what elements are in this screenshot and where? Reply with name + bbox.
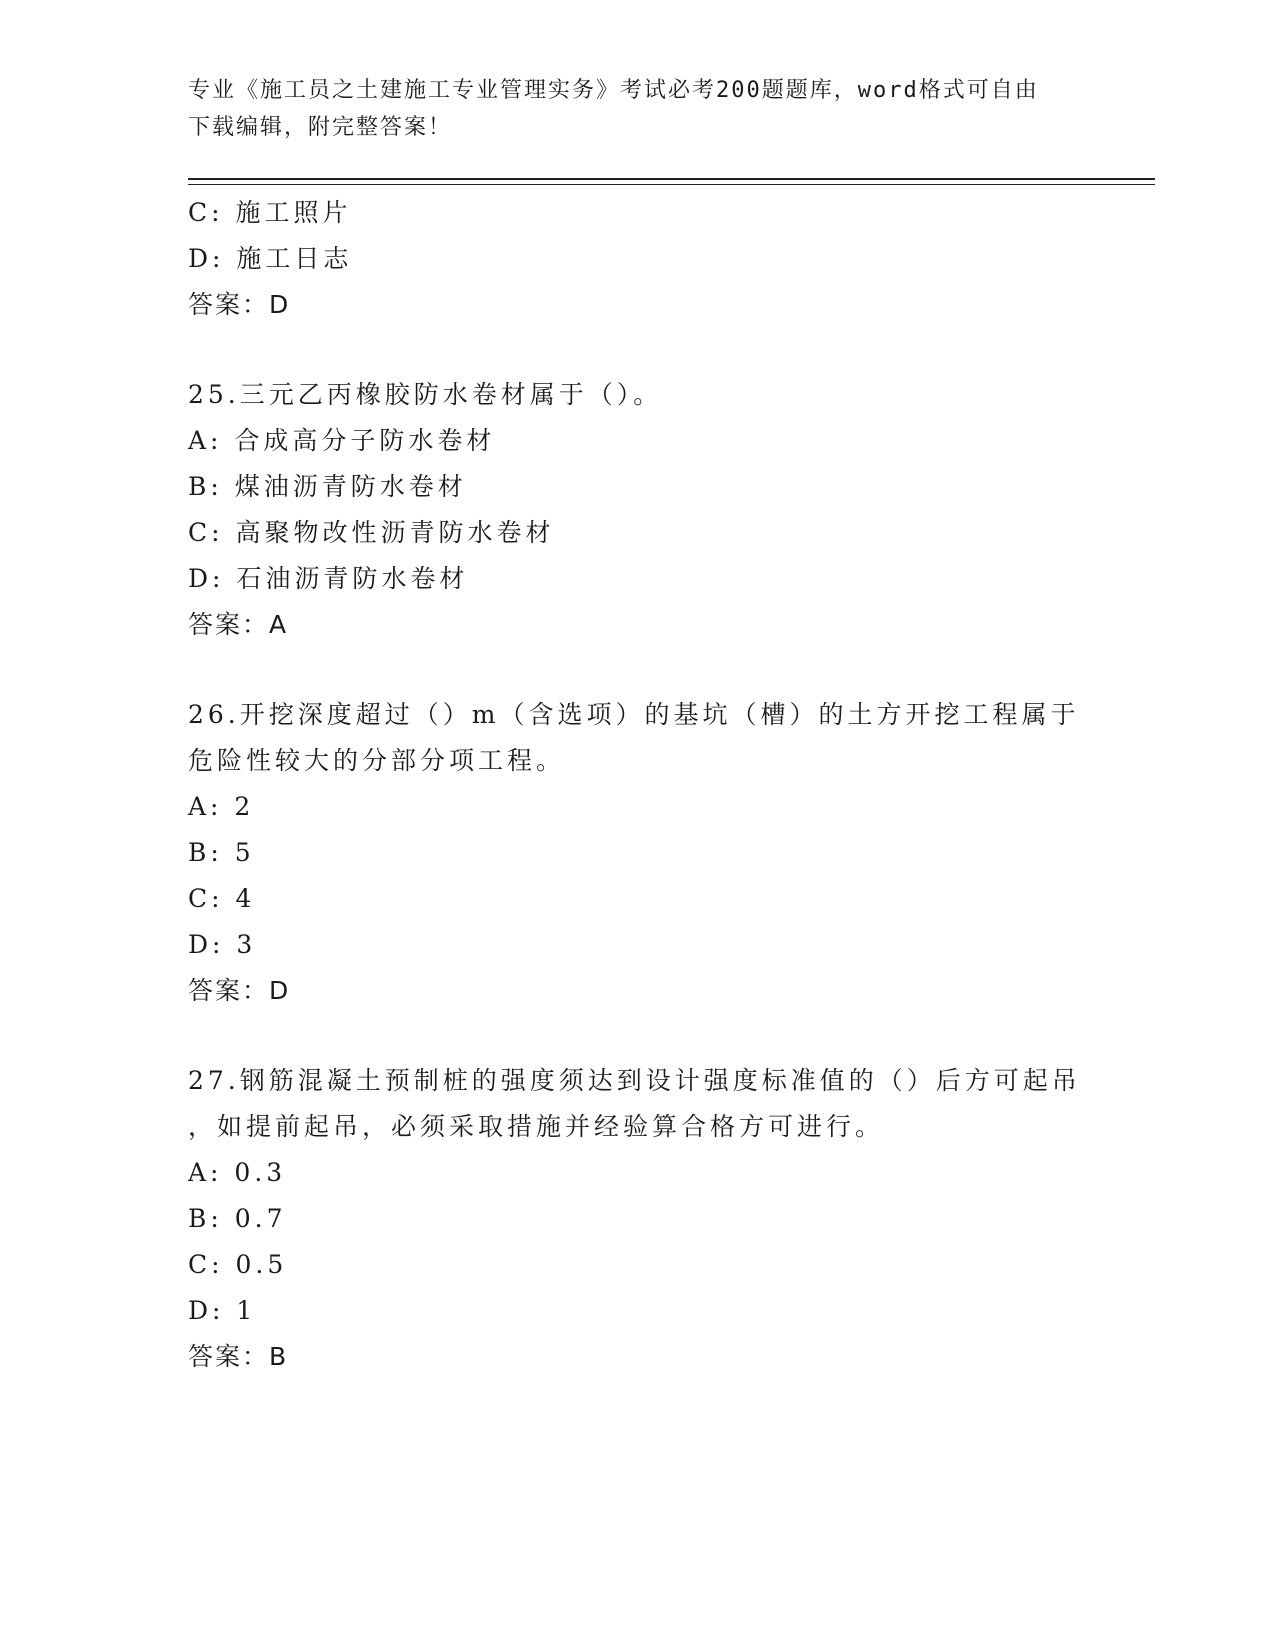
question-content bbox=[188, 190, 1088, 1380]
question-text-line-1: 27.钢筋混凝土预制桩的强度须达到设计强度标准值的（）后方可起吊 bbox=[188, 1066, 1081, 1095]
spacer bbox=[188, 648, 1088, 692]
answer: 答案：D bbox=[188, 290, 291, 319]
option-d: D: 3 bbox=[188, 930, 257, 959]
question-25 bbox=[188, 372, 1088, 648]
question-text: 25.三元乙丙橡胶防水卷材属于（）。 bbox=[188, 380, 663, 409]
spacer bbox=[188, 328, 1088, 372]
option-b: B: 煤油沥青防水卷材 bbox=[188, 472, 467, 501]
question-26 bbox=[188, 692, 1088, 1014]
question-text-line-1: 26.开挖深度超过（）m（含选项）的基坑（槽）的土方开挖工程属于 bbox=[188, 700, 1080, 729]
header-line-1: 专业《施工员之土建施工专业管理实务》考试必考200题题库，word格式可自由 bbox=[188, 78, 1039, 103]
question-text-line-2: ，如提前起吊，必须采取措施并经验算合格方可进行。 bbox=[188, 1112, 885, 1141]
option-c: C: 施工照片 bbox=[188, 198, 352, 227]
option-c: C: 高聚物改性沥青防水卷材 bbox=[188, 518, 555, 547]
option-d: D: 石油沥青防水卷材 bbox=[188, 564, 469, 593]
option-c: C: 4 bbox=[188, 884, 256, 913]
option-b: B: 5 bbox=[188, 838, 255, 867]
document-header bbox=[188, 72, 1088, 146]
option-a: A: 合成高分子防水卷材 bbox=[188, 426, 496, 455]
header-line-2: 下载编辑，附完整答案！ bbox=[188, 115, 453, 140]
answer: 答案：D bbox=[188, 976, 291, 1005]
option-d: D: 施工日志 bbox=[188, 244, 353, 273]
option-c: C: 0.5 bbox=[188, 1250, 288, 1279]
option-b: B: 0.7 bbox=[188, 1204, 287, 1233]
question-27 bbox=[188, 1058, 1088, 1380]
spacer bbox=[188, 1014, 1088, 1058]
previous-question-tail bbox=[188, 190, 1088, 328]
answer: 答案：B bbox=[188, 1342, 289, 1371]
header-divider-thin bbox=[188, 184, 1155, 185]
option-a: A: 0.3 bbox=[188, 1158, 287, 1187]
question-text-line-2: 危险性较大的分部分项工程。 bbox=[188, 746, 566, 775]
answer: 答案：A bbox=[188, 610, 289, 639]
option-a: A: 2 bbox=[188, 792, 255, 821]
header-divider-thick bbox=[188, 178, 1155, 180]
option-d: D: 1 bbox=[188, 1296, 257, 1325]
